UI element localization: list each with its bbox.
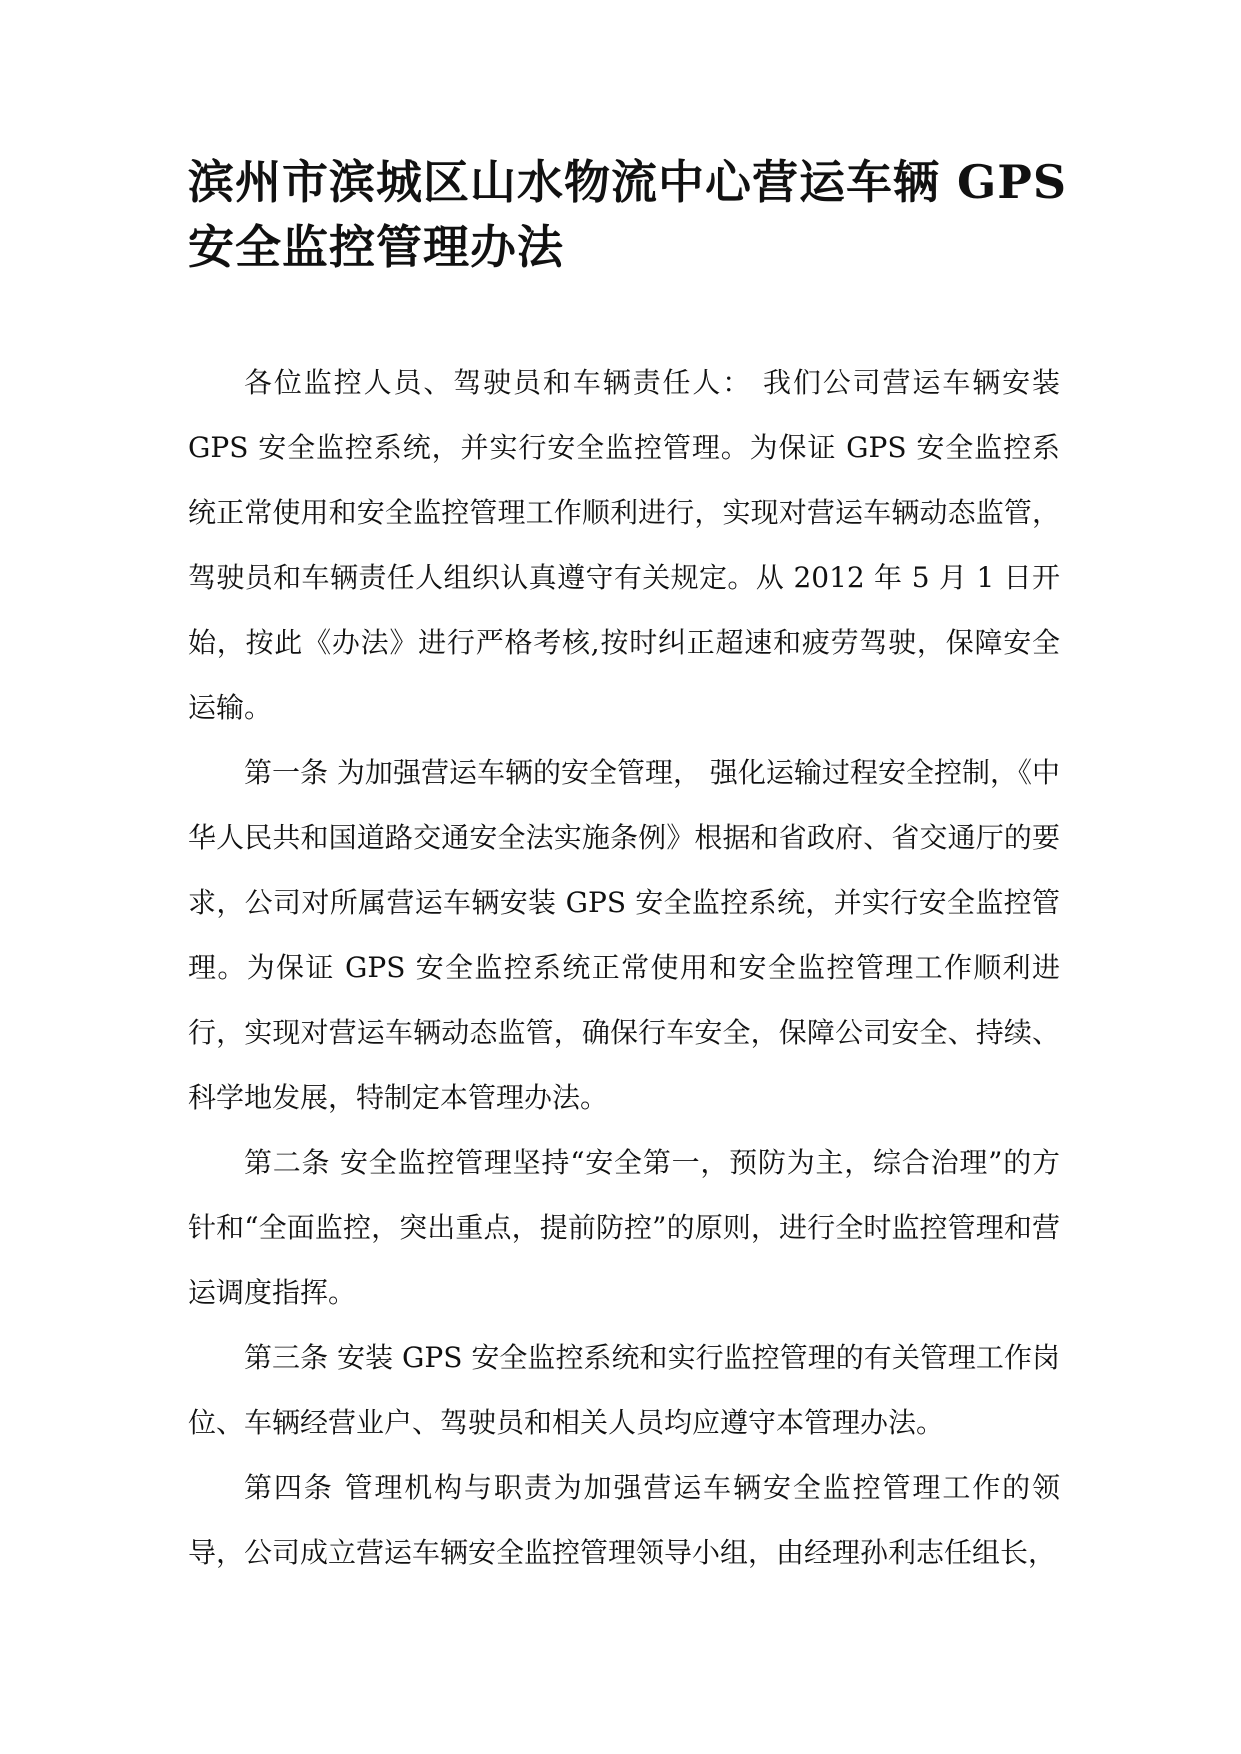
paragraph-article-4: 第四条 管理机构与职责为加强营运车辆安全监控管理工作的领导，公司成立营运车辆安全监控管理领导小组，由经理孙利志任组长，	[188, 1471, 1060, 1569]
document-body	[188, 350, 1060, 1585]
paragraph-intro: 各位监控人员、驾驶员和车辆责任人： 我们公司营运车辆安装 GPS 安全监控系统，并实行安全监控管理。为保证 GPS 安全监控系统正常使用和安全监控管理工作顺利进行，实现对营运车辆动态监管，驾驶员和车辆责任人组织认真遵守有关规定。从 2012 年 5 月 1 日开始，按此《办法》进行严格考核,按时纠正超速和疲劳驾驶，保障安全运输。	[188, 366, 1060, 724]
paragraph-article-3: 第三条 安装 GPS 安全监控系统和实行监控管理的有关管理工作岗位、车辆经营业户、驾驶员和相关人员均应遵守本管理办法。	[188, 1341, 1060, 1439]
paragraph-article-2: 第二条 安全监控管理坚持“安全第一，预防为主，综合治理”的方针和“全面监控，突出重点，提前防控”的原则，进行全时监控管理和营运调度指挥。	[188, 1146, 1060, 1309]
paragraph-article-1: 第一条 为加强营运车辆的安全管理， 强化运输过程安全控制，《中华人民共和国道路交通安全法实施条例》根据和省政府、省交通厅的要求，公司对所属营运车辆安装 GPS 安全监控系统，并实行安全监控管理。为保证 GPS 安全监控系统正常使用和安全监控管理工作顺利进行，实现对营运车辆动态监管，确保行车安全，保障公司安全、持续、科学地发展，特制定本管理办法。	[188, 756, 1060, 1114]
document-title: 滨州市滨城区山水物流中心营运车辆 GPS 安全监控管理办法	[188, 155, 1068, 274]
